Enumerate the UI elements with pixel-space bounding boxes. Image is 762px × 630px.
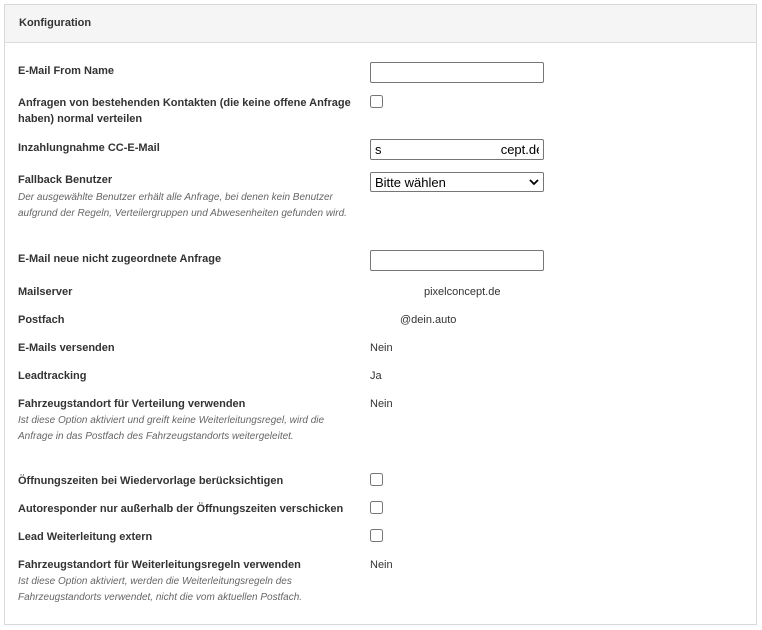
location-forward-rules-label: Fahrzeugstandort für Weiterleitungsregeln verwenden: [18, 559, 301, 571]
unassigned-email-label: E-Mail neue nicht zugeordnete Anfrage: [18, 253, 222, 265]
fallback-user-hint: Der ausgewählte Benutzer erhält alle Anfrage, bei denen kein Benutzer aufgrund der Regeln, Verteilergruppen und Abwesenheiten gefunden wird.: [18, 192, 347, 219]
fallback-user-select[interactable]: [370, 172, 544, 192]
postfach-label: Postfach: [18, 314, 65, 326]
cc-email-input[interactable]: [370, 139, 544, 160]
normal-distribution-label: Anfragen von bestehenden Kontakten (die keine offene Anfrage haben) normal verteilen: [18, 97, 351, 125]
location-forward-rules-hint: Ist diese Option aktiviert, werden die Weiterleitungsregeln des Fahrzeugstandorts verwendet, nicht die vom aktuellen Postfach.: [18, 576, 303, 603]
location-distribution-hint: Ist diese Option aktiviert und greift keine Weiterleitungsregel, wird die Anfrage in das Postfach des Fahrzeugstandorts weitergeleitet.: [18, 415, 325, 442]
cc-email-label: Inzahlungnahme CC-E-Mail: [18, 142, 160, 154]
send-emails-label: E-Mails versenden: [18, 342, 115, 354]
unassigned-email-input[interactable]: [370, 250, 544, 271]
opening-hours-followup-checkbox[interactable]: [370, 473, 383, 486]
location-distribution-value: Nein: [370, 398, 393, 410]
autoresponder-checkbox[interactable]: [370, 501, 383, 514]
from-name-label: E-Mail From Name: [18, 65, 114, 77]
mailserver-value: pixelconcept.de: [424, 286, 501, 298]
mailserver-label: Mailserver: [18, 286, 73, 298]
chevron-down-icon: [529, 178, 539, 186]
fallback-user-selected: Bitte wählen: [375, 175, 446, 190]
opening-hours-followup-label: Öffnungszeiten bei Wiedervorlage berücksichtigen: [18, 475, 284, 487]
postfach-value: @dein.auto: [400, 314, 457, 326]
leadtracking-value: Ja: [370, 370, 382, 382]
autoresponder-label: Autoresponder nur außerhalb der Öffnungszeiten verschicken: [18, 503, 344, 515]
panel-header: [5, 5, 756, 43]
location-distribution-label: Fahrzeugstandort für Verteilung verwenden: [18, 398, 246, 410]
lead-forward-external-checkbox[interactable]: [370, 529, 383, 542]
location-forward-rules-value: Nein: [370, 559, 393, 571]
lead-forward-external-label: Lead Weiterleitung extern: [18, 531, 153, 543]
leadtracking-label: Leadtracking: [18, 370, 87, 382]
fallback-user-label: Fallback Benutzer: [18, 174, 113, 186]
send-emails-value: Nein: [370, 342, 393, 354]
from-name-input[interactable]: [370, 62, 544, 83]
panel-title: Konfiguration: [19, 17, 92, 29]
normal-distribution-checkbox[interactable]: [370, 95, 383, 108]
